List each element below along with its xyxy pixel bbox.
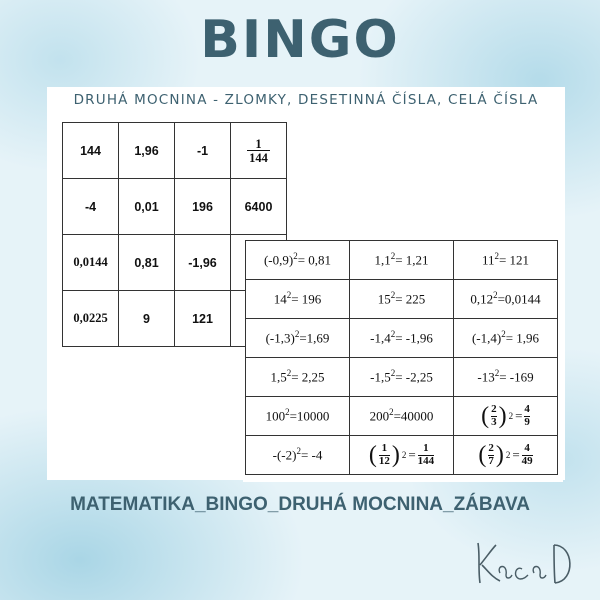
fraction-denominator: 144 (249, 151, 268, 165)
base: 14 (273, 291, 287, 307)
answers-table (245, 240, 558, 475)
exponent: 2 (390, 251, 396, 262)
card-cell: 6400 (231, 179, 287, 235)
exponent: 2 (493, 290, 498, 301)
table-cutoff (243, 478, 563, 482)
base: 1,5 (270, 369, 287, 385)
result: = 225 (395, 291, 426, 307)
result: = 1,21 (395, 252, 429, 268)
answer-cell (246, 241, 350, 280)
result: =1,69 (299, 330, 330, 346)
fraction-denominator: 12 (378, 454, 390, 467)
fraction-numerator: 1 (255, 136, 262, 151)
answer-row (246, 280, 558, 319)
result: =10000 (289, 408, 330, 424)
answer-cell (454, 358, 558, 397)
exponent: 2 (389, 407, 394, 418)
answer-cell (454, 397, 558, 436)
base: 15 (377, 291, 391, 307)
result: = 1,96 (505, 330, 540, 346)
card-row (63, 179, 287, 235)
fraction (491, 404, 497, 428)
answer-cell (454, 319, 558, 358)
card-cell: 0,0144 (63, 235, 119, 291)
base: 1,1 (374, 252, 391, 268)
answer-row (246, 436, 558, 475)
page-title: BINGO (200, 10, 400, 70)
card-cell: 0,81 (119, 235, 175, 291)
base: -1,4 (370, 330, 391, 346)
exponent: 2 (294, 329, 300, 340)
answer-cell (350, 280, 454, 319)
answer-cell (350, 436, 454, 475)
equals-sign: = (515, 408, 523, 423)
answer-row (246, 241, 558, 280)
fraction-numerator: 1 (423, 441, 429, 454)
fraction-equation (369, 442, 434, 469)
fraction-numerator: 1 (381, 441, 388, 454)
signature-logo (470, 535, 580, 590)
footer-caption: MATEMATIKA_BINGO_DRUHÁ MOCNINA_ZÁBAVA (70, 494, 530, 515)
card-cell: 0,01 (119, 179, 175, 235)
card-cell: 1,96 (119, 123, 175, 179)
fraction (247, 138, 270, 165)
fraction-numerator: 2 (488, 441, 494, 454)
paren-close: ) (495, 441, 504, 468)
answer-cell (246, 280, 350, 319)
exponent: 2 (296, 446, 301, 457)
card-cell: -1,96 (175, 235, 231, 291)
answer-cell (350, 397, 454, 436)
answer-cell (350, 358, 454, 397)
base: (-1,4) (471, 330, 502, 346)
exponent: 2 (286, 290, 292, 301)
fraction-denominator: 7 (488, 454, 494, 467)
paren-close: ) (391, 441, 400, 468)
fraction (379, 443, 390, 467)
fraction (522, 443, 533, 467)
exponent: 2 (285, 407, 290, 418)
exponent: 2 (505, 450, 511, 460)
base: -1,5 (370, 369, 391, 385)
exponent: 2 (494, 368, 500, 379)
fraction (418, 443, 435, 467)
result: = 196 (291, 291, 322, 307)
answer-row (246, 319, 558, 358)
card-cell: -1 (175, 123, 231, 179)
exponent: 2 (401, 450, 407, 460)
fraction-denominator: 49 (521, 454, 533, 467)
result: = -4 (300, 447, 323, 463)
fraction-equation (478, 442, 532, 469)
base: 11 (481, 252, 495, 268)
paren-close: ) (498, 402, 507, 429)
result: =40000 (393, 408, 434, 424)
answer-cell (246, 397, 350, 436)
answer-cell (246, 319, 350, 358)
card-cell: 9 (119, 291, 175, 347)
result: = -169 (499, 369, 534, 385)
result: =0,0144 (497, 291, 541, 307)
base: (-1,3) (265, 330, 295, 346)
paren-open: ( (368, 441, 377, 468)
card-row (63, 123, 287, 179)
base: -13 (477, 369, 495, 385)
exponent: 2 (293, 251, 298, 262)
equals-sign: = (408, 447, 416, 462)
result: = 2,25 (291, 369, 325, 385)
answer-cell (246, 436, 350, 475)
result: = 0,81 (297, 252, 332, 268)
exponent: 2 (508, 411, 514, 421)
result: = -2,25 (395, 369, 433, 385)
answer-cell (246, 358, 350, 397)
fraction-equation (481, 403, 530, 430)
exponent: 2 (286, 368, 292, 379)
answer-cell (350, 241, 454, 280)
fraction (524, 404, 530, 428)
exponent: 2 (494, 251, 499, 262)
paren-open: ( (478, 441, 487, 468)
base: 0,12 (470, 291, 494, 307)
answer-cell (454, 280, 558, 319)
base: (-0,9) (263, 252, 294, 268)
fraction-numerator: 4 (524, 441, 530, 454)
answer-row (246, 397, 558, 436)
card-cell: 0,0225 (63, 291, 119, 347)
fraction-denominator: 9 (524, 415, 530, 428)
subtitle: DRUHÁ MOCNINA - ZLOMKY, DESETINNÁ ČÍSLA, CELÁ ČÍSLA (73, 92, 539, 108)
answer-cell (454, 241, 558, 280)
answer-cell (350, 319, 454, 358)
exponent: 2 (390, 329, 396, 340)
card-cell: 196 (175, 179, 231, 235)
card-cell: 144 (63, 123, 119, 179)
base: -(-2) (272, 447, 297, 463)
fraction-numerator: 4 (524, 402, 530, 415)
result: = -1,96 (395, 330, 433, 346)
fraction (488, 443, 494, 467)
card-cell: -4 (63, 179, 119, 235)
exponent: 2 (501, 329, 506, 340)
card-cell: 121 (175, 291, 231, 347)
fraction-numerator: 2 (491, 402, 497, 415)
answer-cell (454, 436, 558, 475)
fraction-denominator: 3 (491, 415, 497, 428)
result: = 121 (498, 252, 530, 268)
answer-row (246, 358, 558, 397)
exponent: 2 (390, 368, 396, 379)
card-cell (231, 123, 287, 179)
equals-sign: = (512, 447, 520, 462)
base: 200 (369, 408, 390, 424)
paren-open: ( (481, 402, 490, 429)
base: 100 (265, 408, 286, 424)
fraction-denominator: 144 (417, 454, 435, 467)
exponent: 2 (390, 290, 396, 301)
